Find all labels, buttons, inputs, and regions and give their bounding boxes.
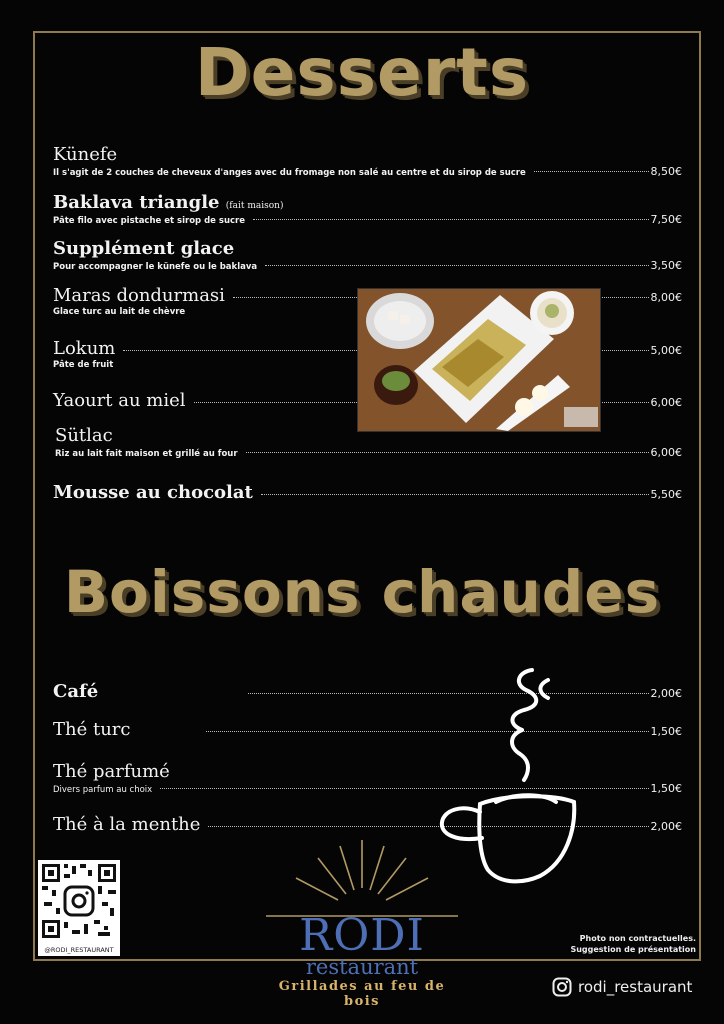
leader-dots — [534, 171, 649, 172]
boisson-name: Thé parfumé — [53, 761, 170, 782]
dessert-item-baklava — [53, 192, 682, 226]
dessert-price: 8,00€ — [650, 291, 682, 304]
boisson-item-the-turc — [53, 719, 682, 740]
dessert-name-text: Baklava triangle — [53, 192, 220, 213]
leader-dots — [246, 452, 649, 453]
boisson-price: 2,00€ — [650, 820, 682, 833]
boisson-price: 1,50€ — [650, 782, 682, 795]
dessert-item-mousse — [53, 482, 682, 503]
dessert-name: Maras dondurmasi — [53, 285, 225, 306]
dessert-price: 6,00€ — [650, 446, 682, 459]
restaurant-logo — [262, 838, 462, 1008]
dessert-description: Riz au lait fait maison et grillé au four — [55, 449, 238, 459]
dessert-name: Lokum — [53, 338, 116, 359]
dessert-name — [53, 192, 682, 213]
dessert-photo-illustration — [358, 289, 600, 431]
sunburst-icon — [262, 838, 462, 918]
instagram-handle: rodi_restaurant — [578, 978, 693, 996]
notice-line-2: Suggestion de présentation — [570, 945, 696, 954]
dessert-description: Pâte filo avec pistache et sirop de sucre — [53, 216, 245, 226]
instagram-icon — [552, 977, 572, 997]
logo-tagline: Grillades au feu de bois — [278, 979, 446, 1009]
dessert-description: Il s'agit de 2 couches de cheveux d'anges avec du fromage non salé au centre et du sirop de sucre — [53, 168, 526, 178]
dessert-note: (fait maison) — [225, 201, 284, 211]
dessert-description: Pâte de fruit — [53, 360, 114, 370]
instagram-link[interactable] — [552, 977, 692, 997]
dessert-price: 3,50€ — [650, 259, 682, 272]
qr-code[interactable] — [38, 860, 120, 956]
qr-code-pattern — [38, 860, 120, 942]
dessert-price: 7,50€ — [650, 213, 682, 226]
desserts-heading: Desserts — [194, 34, 530, 111]
dessert-price: 6,00€ — [650, 396, 682, 409]
leader-dots — [265, 265, 648, 266]
boissons-heading: Boissons chaudes — [63, 558, 661, 626]
dessert-name: Sütlac — [55, 425, 113, 446]
dessert-name: Supplément glace — [53, 238, 235, 259]
photo-notice — [570, 933, 696, 955]
dessert-item-kunefe — [53, 144, 682, 178]
qr-label: @RODI_RESTAURANT — [44, 946, 114, 954]
dessert-description: Glace turc au lait de chèvre — [53, 307, 186, 317]
boisson-item-the-parfume — [53, 761, 682, 795]
logo-subtitle: restaurant — [305, 955, 419, 979]
boisson-name: Thé turc — [53, 719, 131, 740]
leader-dots — [261, 494, 649, 495]
boisson-item-the-menthe — [53, 814, 682, 835]
boisson-item-cafe — [53, 681, 682, 702]
dessert-price: 8,50€ — [650, 165, 682, 178]
boisson-price: 2,00€ — [650, 687, 682, 700]
dessert-description: Pour accompagner le künefe ou le baklava — [53, 262, 258, 272]
dessert-item-supplement-glace — [53, 238, 682, 272]
notice-line-1: Photo non contractuelles. — [579, 934, 696, 943]
dessert-price: 5,00€ — [650, 344, 682, 357]
dessert-name: Mousse au chocolat — [53, 482, 253, 503]
boisson-description: Divers parfum au choix — [53, 785, 153, 795]
boisson-name: Café — [53, 681, 99, 702]
dessert-price: 5,50€ — [650, 488, 682, 501]
dessert-photo — [357, 288, 601, 432]
dessert-name: Yaourt au miel — [53, 390, 186, 411]
leader-dots — [253, 219, 649, 220]
boisson-name: Thé à la menthe — [53, 814, 201, 835]
boisson-price: 1,50€ — [650, 725, 682, 738]
dessert-name: Künefe — [53, 144, 118, 165]
logo-name: RODI — [299, 910, 425, 961]
